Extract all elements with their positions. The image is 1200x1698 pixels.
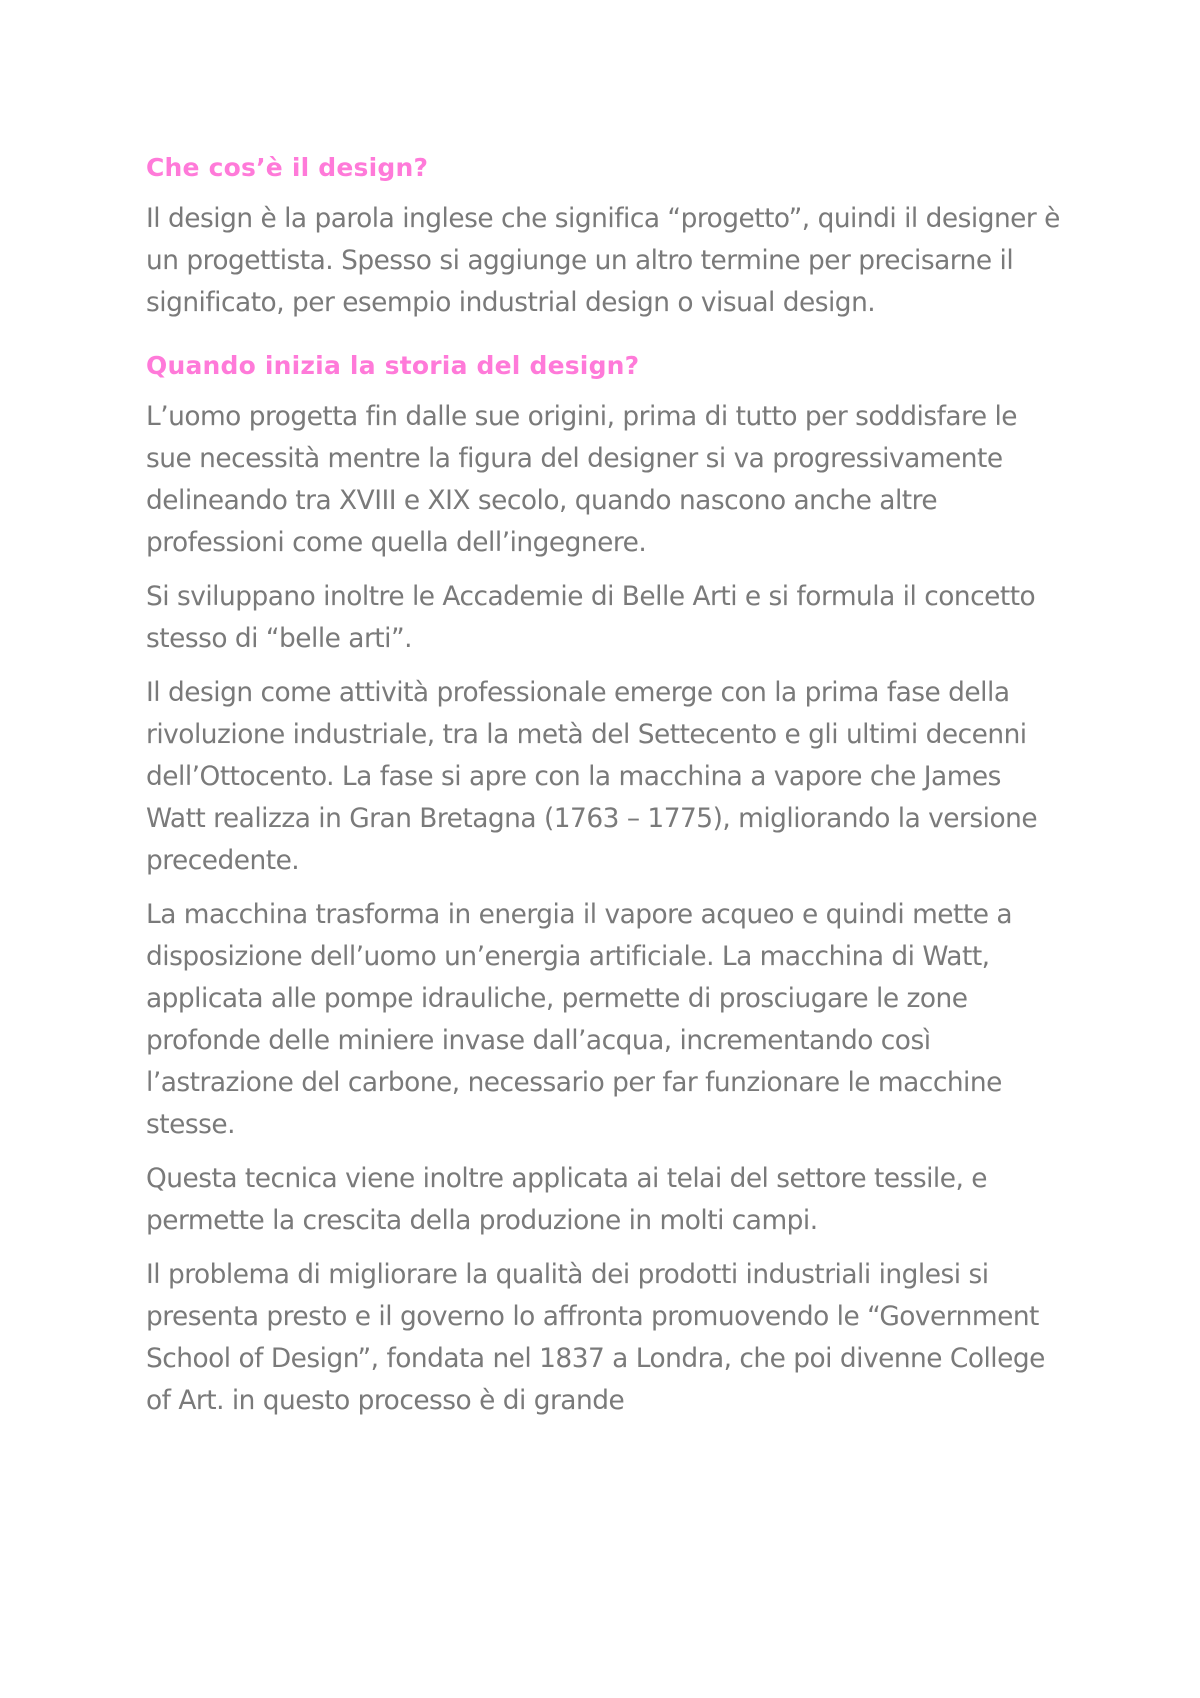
document-body [146,148,1064,1434]
paragraph-industrial-revolution: Il design come attività professionale emerge con la prima fase della rivoluzione industriale, tra la metà del Settecento e gli ultimi decenni dell’Ottocento. La fase si apre con la macchina a vapore che James Watt realizza in Gran Bretagna (1763 – 1775), migliorando la versione precedente. [146,677,1038,876]
paragraph-textile-looms: Questa tecnica viene inoltre applicata ai telai del settore tessile, e permette la crescita della produzione in molti campi. [146,1163,987,1236]
paragraph-government-school: Il problema di migliorare la qualità dei prodotti industriali inglesi si presenta presto e il governo lo affronta promuovendo le “Government School of Design”, fondata nel 1837 a Londra, che poi divenne College of Art. in questo processo è di grande [146,1259,1045,1416]
paragraph-steam-engine: La macchina trasforma in energia il vapore acqueo e quindi mette a disposizione dell’uomo un’energia artificiale. La macchina di Watt, applicata alle pompe idrauliche, permette di prosciugare le zone profonde delle miniere invase dall’acqua, incrementando così l’astrazione del carbone, necessario per far funzionare le macchine stesse. [146,899,1013,1140]
section-heading-history-start: Quando inizia la storia del design? [146,351,640,380]
paragraph-fine-arts-academies: Si sviluppano inoltre le Accademie di Belle Arti e si formula il concetto stesso di “belle arti”. [146,581,1036,654]
paragraph-human-design-origins: L’uomo progetta fin dalle sue origini, prima di tutto per soddisfare le sue necessità mentre la figura del designer si va progressivamente delineando tra XVIII e XIX secolo, quando nascono anche altre professioni come quella dell’ingegnere. [146,401,1018,558]
paragraph-design-definition: Il design è la parola inglese che significa “progetto”, quindi il designer è un progettista. Spesso si aggiunge un altro termine per precisarne il significato, per esempio industrial design o visual design. [146,203,1060,318]
section-heading-what-is-design: Che cos’è il design? [146,153,429,182]
